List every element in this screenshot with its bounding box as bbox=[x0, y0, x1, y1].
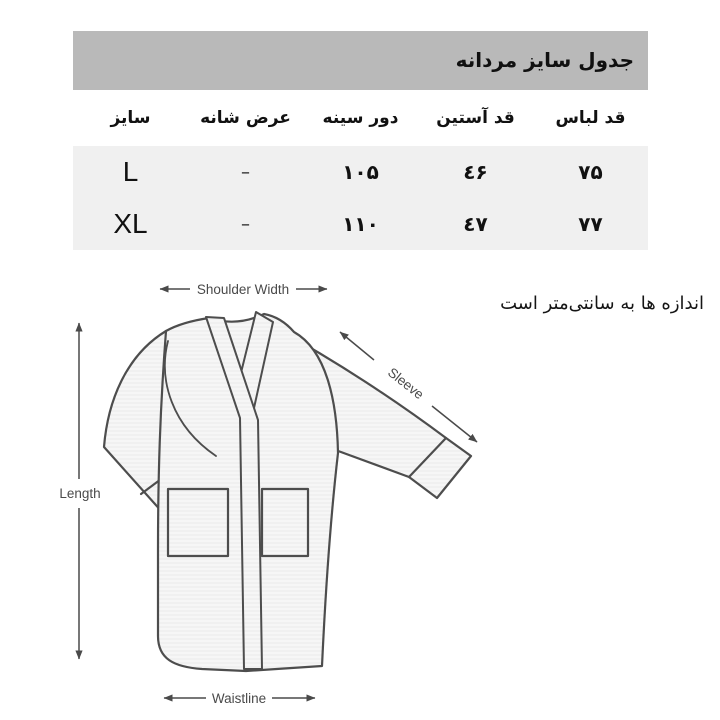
table-row-xl bbox=[73, 198, 648, 250]
sleeve-label: Sleeve bbox=[384, 364, 427, 403]
cell-garment-length: ۷۷ bbox=[578, 212, 603, 236]
column-header-sleeve-length: قد آستین bbox=[436, 108, 515, 128]
table-title: جدول سایز مردانه bbox=[73, 31, 648, 90]
column-header-shoulder-width: عرض شانه bbox=[200, 108, 291, 128]
length-label: Length bbox=[59, 486, 101, 501]
cell-garment-length: ۷۵ bbox=[578, 160, 603, 184]
cell-size: XL bbox=[113, 208, 148, 239]
table-header-row bbox=[73, 90, 648, 146]
cell-sleeve-length: ٤۶ bbox=[463, 160, 488, 184]
column-header-size: سایز bbox=[110, 108, 151, 128]
table-row-l bbox=[73, 146, 648, 198]
column-header-garment-length: قد لباس bbox=[555, 108, 626, 128]
units-note: اندازه ها به سانتی‌متر است bbox=[500, 293, 704, 314]
size-table bbox=[73, 31, 648, 250]
shoulder-width-label: Shoulder Width bbox=[196, 282, 290, 297]
robe-right-pocket bbox=[262, 489, 308, 556]
table-body bbox=[73, 146, 648, 250]
cell-shoulder-width: – bbox=[241, 213, 250, 235]
robe-left-pocket bbox=[168, 489, 228, 556]
cell-size: L bbox=[122, 156, 139, 187]
waistline-label: Waistline bbox=[211, 691, 267, 706]
garment-diagram bbox=[20, 262, 520, 720]
cell-sleeve-length: ٤۷ bbox=[463, 212, 488, 236]
cell-chest: ۱۰۵ bbox=[342, 160, 379, 184]
sleeve-arrow-up bbox=[340, 332, 374, 360]
column-header-chest: دور سینه bbox=[322, 108, 399, 128]
cell-chest: ۱۱۰ bbox=[342, 212, 379, 236]
cell-shoulder-width: – bbox=[241, 161, 250, 183]
